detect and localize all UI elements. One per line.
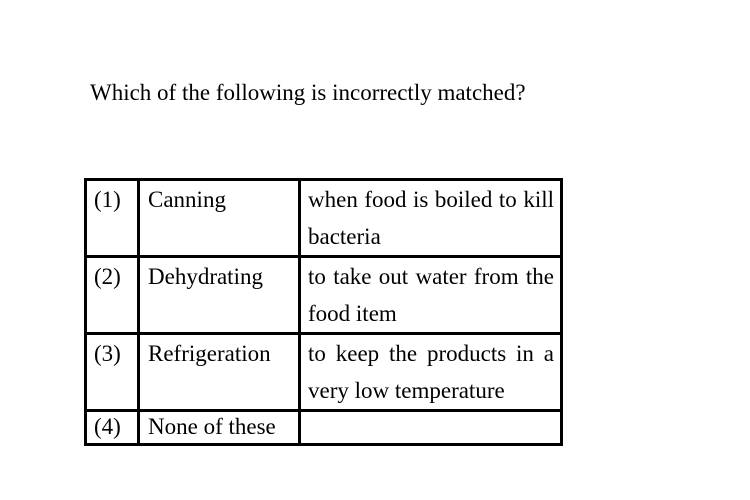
table-row — [86, 411, 562, 445]
row-description: to take out water from the food item — [300, 257, 562, 334]
row-term: Refrigeration — [139, 334, 300, 411]
row-number: (2) — [86, 257, 139, 334]
row-number: (4) — [86, 411, 139, 445]
row-number: (3) — [86, 334, 139, 411]
table-row — [86, 257, 562, 334]
question-text: Which of the following is incorrectly matched? — [90, 80, 526, 105]
matching-table — [84, 178, 563, 446]
table-row — [86, 180, 562, 257]
row-description: to keep the products in a very low temperature — [300, 334, 562, 411]
row-term: Canning — [139, 180, 300, 257]
row-term: Dehydrating — [139, 257, 300, 334]
row-number: (1) — [86, 180, 139, 257]
row-description: when food is boiled to kill bacteria — [300, 180, 562, 257]
table-row — [86, 334, 562, 411]
row-description — [300, 411, 562, 445]
row-term: None of these — [139, 411, 300, 445]
